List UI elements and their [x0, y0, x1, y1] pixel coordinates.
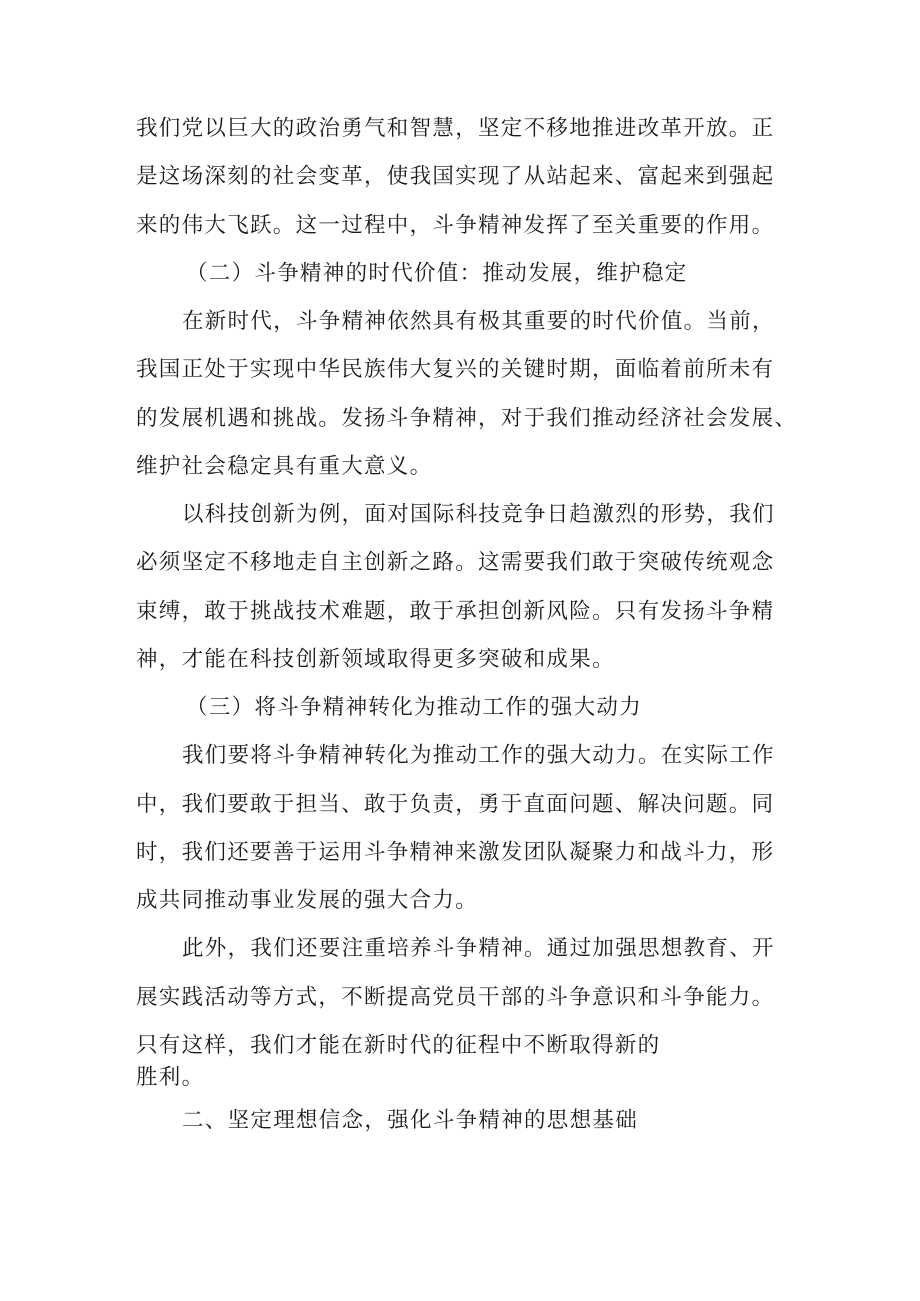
paragraph-2-line-1: 在新时代，斗争精神依然具有极其重要的时代价值。当前，: [182, 309, 775, 334]
paragraph-3-line-2: 必须坚定不移地走自主创新之路。这需要我们敢于突破传统观念: [136, 550, 775, 575]
section-heading: 二、坚定理想信念，强化斗争精神的思想基础: [182, 1108, 639, 1133]
paragraph-2-line-4: 维护社会稳定具有重大意义。: [136, 454, 433, 479]
paragraph-4-line-3: 时，我们还要善于运用斗争精神来激发团队凝聚力和战斗力，形: [136, 840, 775, 865]
paragraph-5-line-4: 胜利。: [136, 1065, 205, 1090]
paragraph-3-line-4: 神，才能在科技创新领域取得更多突破和成果。: [136, 647, 615, 672]
paragraph-1-line-2: 是这场深刻的社会变革，使我国实现了从站起来、富起来到强起: [136, 164, 775, 189]
paragraph-3-line-3: 束缚，敢于挑战技术难题，敢于承担创新风险。只有发扬斗争精: [136, 599, 775, 624]
paragraph-5-line-1: 此外，我们还要注重培养斗争精神。通过加强思想教育、开: [182, 936, 775, 961]
paragraph-1-line-3: 来的伟大飞跃。这一过程中，斗争精神发挥了至关重要的作用。: [136, 213, 775, 238]
paragraph-4-line-2: 中，我们要敢于担当、敢于负责，勇于直面问题、解决问题。同: [136, 792, 775, 817]
paragraph-2-line-3: 的发展机遇和挑战。发扬斗争精神，对于我们推动经济社会发展、: [136, 406, 798, 431]
paragraph-5-line-2: 展实践活动等方式，不断提高党员干部的斗争意识和斗争能力。: [136, 985, 775, 1010]
paragraph-4-line-1: 我们要将斗争精神转化为推动工作的强大动力。在实际工作: [182, 743, 775, 768]
paragraph-5-line-3: 只有这样，我们才能在新时代的征程中不断取得新的: [136, 1033, 661, 1058]
paragraph-4-line-4: 成共同推动事业发展的强大合力。: [136, 888, 479, 913]
subheading-3: （三）将斗争精神转化为推动工作的强大动力: [186, 695, 643, 720]
paragraph-2-line-2: 我国正处于实现中华民族伟大复兴的关键时期，面临着前所未有: [136, 357, 775, 382]
subheading-2: （二）斗争精神的时代价值：推动发展，维护稳定: [186, 261, 688, 286]
paragraph-1-line-1: 我们党以巨大的政治勇气和智慧，坚定不移地推进改革开放。正: [136, 116, 775, 141]
paragraph-3-line-1: 以科技创新为例，面对国际科技竞争日趋激烈的形势，我们: [182, 502, 775, 527]
